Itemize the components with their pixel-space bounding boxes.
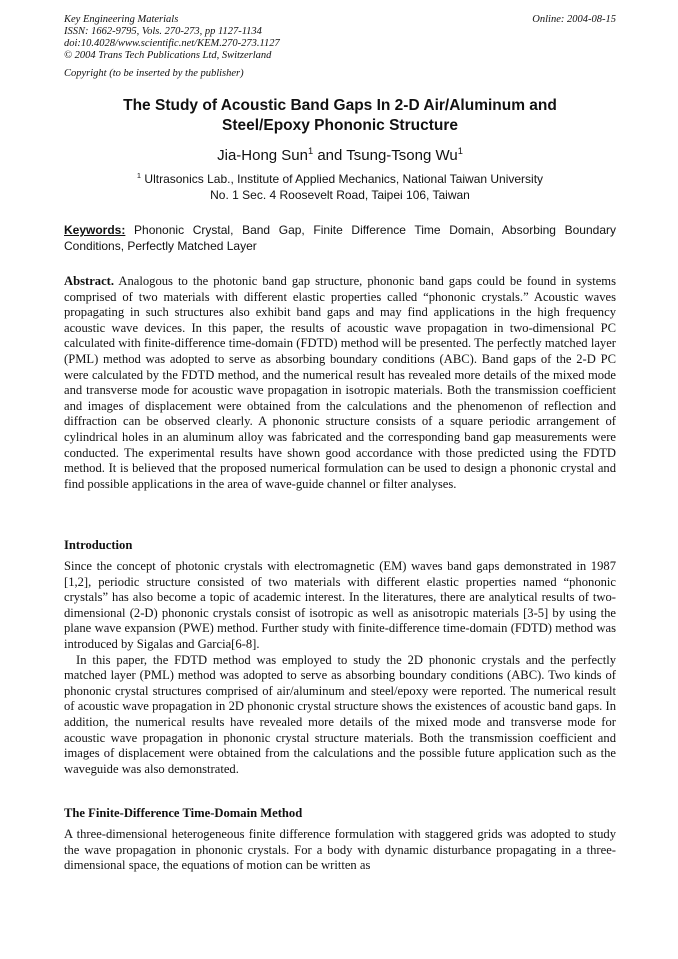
keywords-label: Keywords: bbox=[64, 223, 126, 237]
copyright-note: Copyright (to be inserted by the publisher) bbox=[64, 68, 244, 79]
affiliation-line-2: No. 1 Sec. 4 Roosevelt Road, Taipei 106, Taiwan bbox=[210, 187, 470, 202]
author-affiliation-mark: 1 bbox=[457, 146, 463, 156]
doi-line[interactable]: doi:10.4028/www.scientific.net/KEM.270-273.1127 bbox=[64, 38, 280, 49]
author-name: Jia-Hong Sun bbox=[217, 147, 308, 164]
journal-header bbox=[64, 14, 616, 80]
title-line-1: The Study of Acoustic Band Gaps In 2-D Air/Aluminum and bbox=[123, 97, 557, 114]
author-affiliation-mark: 1 bbox=[308, 146, 314, 156]
affiliation bbox=[64, 172, 616, 203]
affiliation-line-1: Ultrasonics Lab., Institute of Applied Mechanics, National Taiwan University bbox=[144, 172, 544, 186]
section-heading-fdtd: The Finite-Difference Time-Domain Method bbox=[64, 806, 303, 820]
keywords-text: Phononic Crystal, Band Gap, Finite Difference Time Domain, Absorbing Boundary Conditions, Perfectly Matched Layer bbox=[64, 223, 616, 253]
author-list bbox=[64, 146, 616, 166]
paragraph: A three-dimensional heterogeneous finite difference formulation with staggered grids was adopted to study the wave propagation in phononic crystals. For a body with dynamic disturbance propagating in a three-dimensional space, the equations of motion can be written as bbox=[64, 827, 616, 873]
title-line-2: Steel/Epoxy Phononic Structure bbox=[222, 117, 458, 134]
publisher-line: © 2004 Trans Tech Publications Ltd, Switzerland bbox=[64, 50, 272, 61]
introduction-section bbox=[64, 559, 616, 777]
abstract-text: Analogous to the photonic band gap structure, phononic band gaps could be found in systems comprised of two materials with different elastic properties called “phononic crystals.” Acoustic waves propagating in such structures also exhibit band gaps and may find applications in the high frequency acoustic wave devices. In this paper, the results of acoustic wave propagation in two-dimensional PC calculated with finite-difference time-domain (FDTD) method will be presented. The perfectly matched layer (PML) method was adopted to serve as absorbing boundary conditions (ABC). Band gaps of the 2-D PC were calculated by the FDTD method, and the numerical result has revealed more details of the mixed mode and transverse mode for acoustic wave propagation in isotropic materials. Both the transmission coefficient and images of displacement were obtained from the calculations and the phenomenon of reflection and diffraction can be observed clearly. A phononic structure consists of a square periodic arrangement of cylindrical holes in an aluminum alloy was fabricated and the corresponding band gap measurements were conducted. The experimental results have shown good accordance with those predicted using the FDTD method. It is believed that the proposed numerical formulation can be used to design a phononic crystal and find possible applications in the area of wave-guide channel or filter analyses. bbox=[64, 274, 616, 491]
paragraph: Since the concept of photonic crystals with electromagnetic (EM) waves band gaps demonstrated in 1987 [1,2], periodic structure consisted of two materials with different elastic properties named “phononic crystals” has also become a topic of academic interest. In the literatures, there are analytical results of two-dimensional (2-D) phononic crystals consist of isotropic as well as anisotropic materials [3-5] by using the plane wave expansion (PWE) method. Further study with finite-difference time-domain (FDTD) method was introduced by Sigalas and Garcia[6-8]. bbox=[64, 559, 616, 651]
affiliation-mark: 1 bbox=[136, 171, 142, 180]
author-separator: and bbox=[313, 147, 347, 164]
keywords bbox=[64, 223, 616, 254]
issn-line: ISSN: 1662-9795, Vols. 270-273, pp 1127-1134 bbox=[64, 26, 262, 37]
abstract-label: Abstract. bbox=[64, 274, 115, 288]
author-name: Tsung-Tsong Wu bbox=[346, 147, 458, 164]
paper-title bbox=[70, 96, 610, 136]
online-date: Online: 2004-08-15 bbox=[532, 14, 616, 25]
journal-name: Key Engineering Materials bbox=[64, 14, 179, 25]
fdtd-section bbox=[64, 827, 616, 874]
paragraph: In this paper, the FDTD method was employed to study the 2D phononic crystals and the perfectly matched layer (PML) method was adopted to serve as absorbing boundary conditions (ABC). Two kinds of phononic crystal structures comprised of air/aluminum and steel/epoxy were reported. The numerical result of acoustic wave propagation in 2D phononic crystal structure shows the existences of acoustic band gaps. In addition, the numerical results have revealed more details of the mixed mode and transverse mode for acoustic wave propagation in phononic crystal structure materials. Both the transmission coefficient and images of displacement were obtained from the calculations and the possible future application such as the waveguide was also demonstrated. bbox=[64, 652, 616, 776]
section-heading-introduction: Introduction bbox=[64, 538, 133, 552]
abstract bbox=[64, 274, 616, 492]
